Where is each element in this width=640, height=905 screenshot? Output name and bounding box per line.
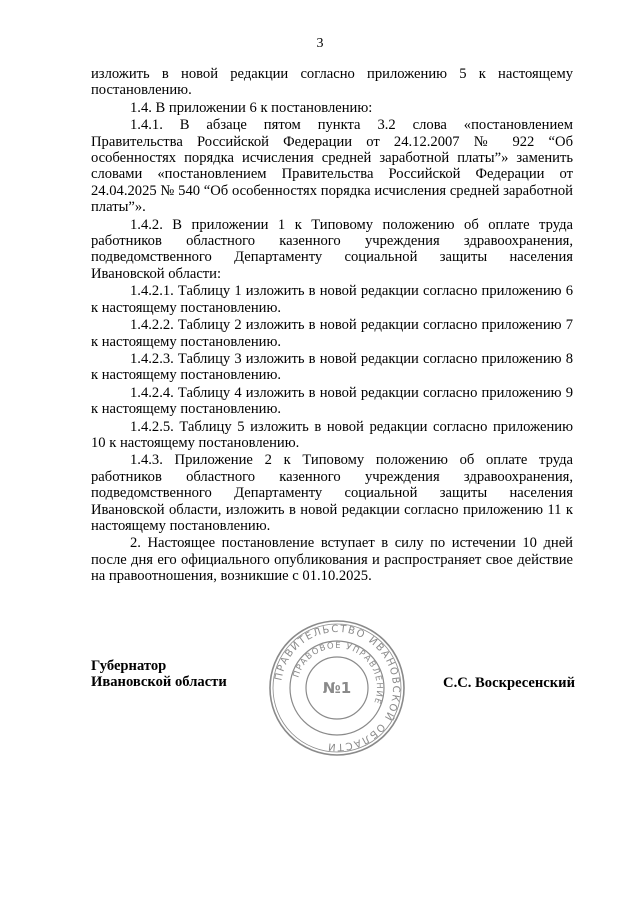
paragraph-1-4-2-3: 1.4.2.3. Таблицу 3 изложить в новой редакции согласно приложению 8 к настоящему постановлению.	[91, 350, 573, 384]
paragraph-1-4-2-1: 1.4.2.1. Таблицу 1 изложить в новой редакции согласно приложению 6 к настоящему постановлению.	[91, 283, 573, 316]
seal-outer-text: ПРАВИТЕЛЬСТВО ИВАНОВСКОЙ ОБЛАСТИ	[273, 623, 402, 753]
paragraph-1-4-2-5: 1.4.2.5. Таблицу 5 изложить в новой редакции согласно приложению 10 к настоящему постановлению.	[91, 418, 573, 451]
paragraph-1-4: 1.4. В приложении 6 к постановлению:	[130, 99, 373, 116]
page-number: 3	[316, 36, 324, 51]
signatory-title-line-2: Ивановской области	[91, 674, 227, 691]
paragraph-2: 2. Настоящее постановление вступает в силу по истечении 10 дней после дня его официального опубликования и распространяет свое действие на правоотношения, возникшие с 01.10.2025.	[91, 535, 573, 585]
seal-number: №1	[322, 679, 352, 697]
paragraph-continuation: изложить в новой редакции согласно приложению 5 к настоящему постановлению.	[91, 66, 573, 99]
paragraph-1-4-2-4: 1.4.2.4. Таблицу 4 изложить в новой редакции согласно приложению 9 к настоящему постановлению.	[91, 384, 573, 418]
signatory-title-line-1: Губернатор	[91, 658, 167, 674]
seal-inner-text: ПРАВОВОЕ УПРАВЛЕНИЕ	[291, 640, 385, 706]
document-body	[91, 66, 573, 585]
paragraph-1-4-3: 1.4.3. Приложение 2 к Типовому положению об оплате труда работников областного казенного учреждения здравоохранения, подведомственного Департаменту социальной защиты населения Ивановской области, изложить в новой редакции согласно приложению 11 к настоящему постановлению.	[91, 452, 573, 534]
signatory-name: С.С. Воскресенский	[443, 675, 575, 691]
paragraph-1-4-1: 1.4.1. В абзаце пятом пункта 3.2 слова «постановлением Правительства Российской Федерации от 24.12.2007 № 922 “Об особенностях порядка исчисления средней заработной платы”» заменить словами «постановлением Правительства Российской Федерации от 24.04.2025 № 540 “Об особенностях порядка исчисления средней заработной платы”».	[91, 117, 573, 216]
official-seal-stamp	[262, 613, 412, 763]
paragraph-1-4-2: 1.4.2. В приложении 1 к Типовому положению об оплате труда работников областного казенного учреждения здравоохранения, подведомственного Департаменту социальной защиты населения Ивановской области:	[91, 216, 573, 282]
paragraph-1-4-2-2: 1.4.2.2. Таблицу 2 изложить в новой редакции согласно приложению 7 к настоящему постановлению.	[91, 317, 573, 350]
signatory-title	[91, 658, 227, 691]
